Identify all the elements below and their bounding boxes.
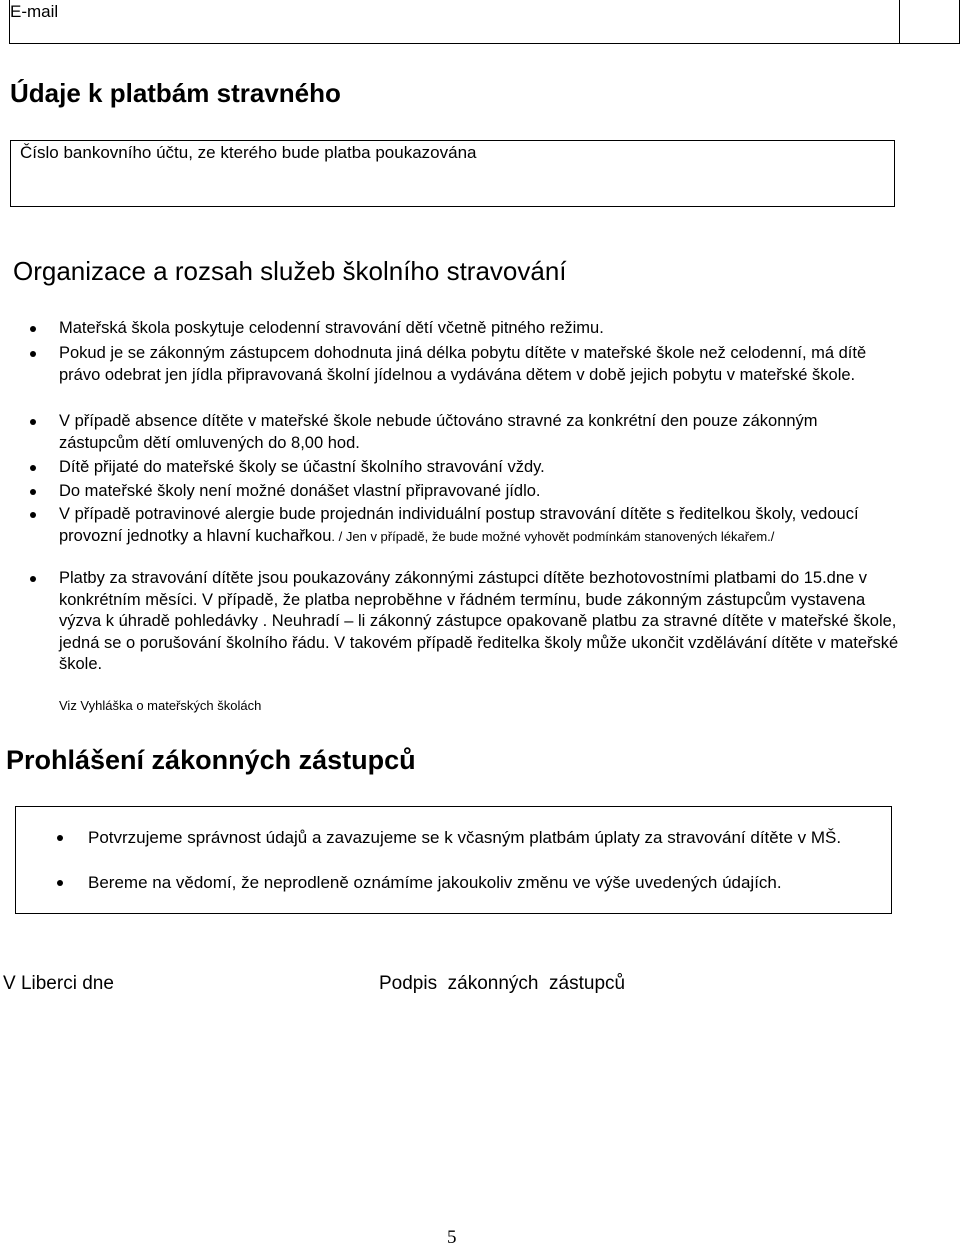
organization-heading: Organizace a rozsah služeb školního stravování <box>13 256 567 286</box>
rule-text: V případě potravinové alergie bude projednán individuální postup stravování dítěte s ředitelkou školy, vedoucí provozní jednotky a hlavní kuchařkou <box>59 505 859 545</box>
email-field[interactable] <box>9 0 960 44</box>
legal-reference: Viz Vyhláška o mateřských školách <box>59 698 262 713</box>
rule-text: Mateřská škola poskytuje celodenní stravování dětí včetně pitného režimu. <box>59 319 604 337</box>
bullet-icon <box>30 419 36 425</box>
list-item <box>59 568 899 676</box>
signature-label: Podpis zákonných zástupců <box>379 973 626 994</box>
declaration-item <box>88 827 878 849</box>
city-date-label: V Liberci dne <box>3 973 114 994</box>
table-divider <box>899 0 900 44</box>
declaration-text: Bereme na vědomí, že neprodleně oznámíme jakoukoliv změnu ve výše uvedených údajích. <box>88 873 782 892</box>
rule-text: Pokud je se zákonným zástupcem dohodnuta jiná délka pobytu dítěte v mateřské škole než celodenní, má dítě právo odebrat jen jídla připravovaná školní jídelnou a vydávána dětem v době jejich pobytu v mateřské škole. <box>59 344 867 384</box>
declaration-item <box>88 872 878 894</box>
rule-note: . / Jen v případě, že bude možné vyhovět podmínkám stanovených lékařem./ <box>331 528 775 544</box>
payment-heading: Údaje k platbám stravného <box>10 78 341 108</box>
bullet-icon <box>30 465 36 471</box>
list-item <box>59 457 899 479</box>
list-item <box>59 343 899 386</box>
declaration-box <box>15 806 892 914</box>
bullet-icon <box>57 880 63 886</box>
bullet-icon <box>30 326 36 332</box>
bullet-icon <box>30 351 36 357</box>
bank-account-label: Číslo bankovního účtu, ze kterého bude platba poukazována <box>20 143 477 162</box>
list-item <box>59 504 899 547</box>
email-label: E-mail <box>10 2 59 21</box>
bullet-icon <box>30 512 36 518</box>
bullet-icon <box>30 576 36 582</box>
declaration-text: Potvrzujeme správnost údajů a zavazujeme se k včasným platbám úplaty za stravování dítěte v MŠ. <box>88 828 842 847</box>
list-item <box>59 481 899 503</box>
rule-text: V případě absence dítěte v mateřské škole nebude účtováno stravné za konkrétní den pouze zákonným zástupcům dětí omluvených do 8,00 hod. <box>59 412 818 452</box>
list-item <box>59 411 899 454</box>
list-item <box>59 318 899 340</box>
bullet-icon <box>57 835 63 841</box>
declaration-heading: Prohlášení zákonných zástupců <box>6 745 416 775</box>
rule-text: Platby za stravování dítěte jsou poukazovány zákonnými zástupci dítěte bezhotovostními platbami do 15.dne v konkrétním měsíci. V případě, že platba neproběhne v řádném termínu, bude zákonným zástupcům vystavena výzva k úhradě pohledávky . Neuhradí – li zákonný zástupce opakovaně platbu za stravné dítěte v mateřské škole, jedná se o porušování školního řádu. V takovém případě ředitelka školy může ukončit vzdělávání dítěte v mateřské škole. <box>59 569 899 673</box>
rule-text: Dítě přijaté do mateřské školy se účastní školního stravování vždy. <box>59 458 545 476</box>
page-number: 5 <box>447 1227 457 1248</box>
bullet-icon <box>30 489 36 495</box>
rule-text: Do mateřské školy není možné donášet vlastní připravované jídlo. <box>59 482 541 500</box>
